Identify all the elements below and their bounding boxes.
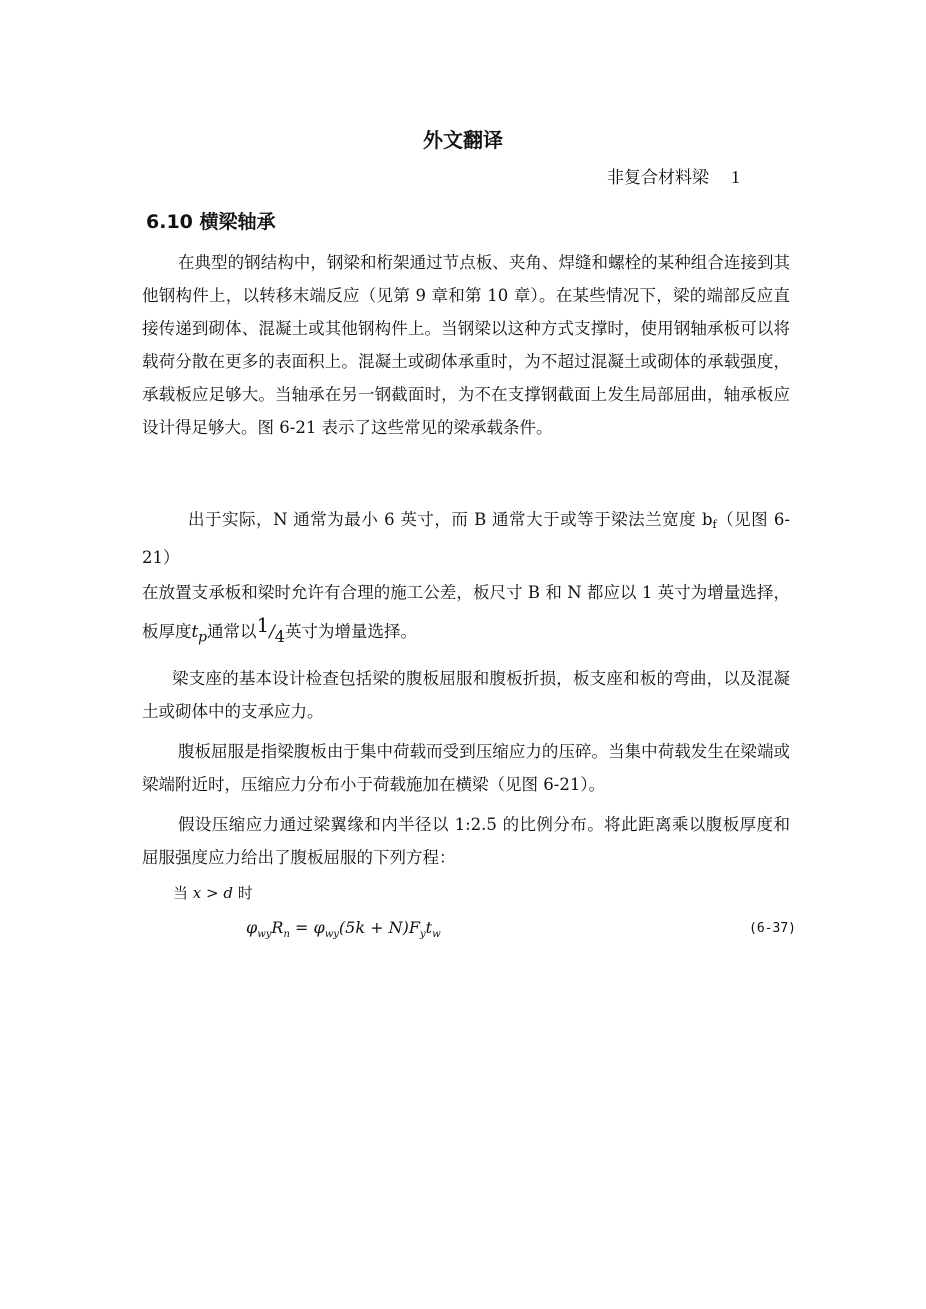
plate-thickness-sub: p [198, 629, 207, 646]
paragraph-1: 在典型的钢结构中，钢梁和桁架通过节点板、夹角、焊缝和螺栓的某种组合连接到其他钢构件上，以转移末端反应（见第 9 章和第 10 章）。在某些情况下，梁的端部反应直接传递到砌体、混凝土或其他钢构件上。当钢梁以这种方式支撑时，使用钢轴承板可以将载荷分散在更多的表面积上。混凝土或砌体承重时，为不超过混凝土或砌体的承载强度，承载板应足够大。当轴承在另一钢截面时，为不在支撑钢截面上发生局部屈曲，轴承板应设计得足够大。图 6-21 表示了这些常见的梁承载条件。 [142, 253, 790, 437]
document-title: 外文翻译 [423, 128, 503, 152]
paragraph-5: 腹板屈服是指梁腹板由于集中荷载而受到压缩应力的压碎。当集中荷载发生在梁端或梁端附近时，压缩应力分布小于荷载施加在横梁（见图 6-21）。 [142, 742, 790, 794]
condition-prefix: 当 [173, 884, 189, 902]
plate-thickness-symbol [191, 622, 207, 646]
equation-6-37: $\varphi_{wy}R_n = \varphi_{wy}(5k + N)F_yt_w$ [246, 918, 441, 941]
plate-thickness-var: t [191, 622, 199, 641]
paragraph-3 [142, 576, 790, 654]
condition-math: x > d [192, 884, 233, 902]
paragraph-3-middle: 通常以 [206, 622, 257, 641]
paragraph-3-text: 在放置支承板和梁时允许有合理的施工公差，板尺寸 B 和 N 都应以 1 英寸为增量选择，板厚度 [142, 583, 790, 641]
paragraph-2 [142, 503, 790, 574]
section-heading: 6.10 横梁轴承 [146, 211, 276, 233]
paragraph-6: 假设压缩应力通过梁翼缘和内半径以 1:2.5 的比例分布。将此距离乘以腹板厚度和屈服强度应力给出了腹板屈服的下列方程： [142, 815, 790, 867]
equation-number: (6-37) [749, 921, 796, 936]
condition-suffix: 时 [237, 884, 253, 902]
paragraph-2-tail: （见图 6-21） [142, 510, 790, 567]
document-subtitle [607, 163, 740, 188]
flange-subscript: f [712, 518, 717, 531]
equation-condition [173, 882, 253, 903]
paragraph-2-text: 出于实际，N 通常为最小 6 英寸，而 B 通常大于或等于梁法兰宽度 b [188, 510, 713, 529]
subtitle-number: 1 [731, 167, 740, 187]
fraction-denominator: 4 [274, 627, 285, 646]
subtitle-text: 非复合材料梁 [607, 168, 709, 188]
paragraph-4: 梁支座的基本设计检查包括梁的腹板屈服和腹板折损，板支座和板的弯曲，以及混凝土或砌体中的支承应力。 [142, 669, 790, 721]
paragraph-3-tail: 英寸为增量选择。 [284, 622, 417, 641]
fraction-one-quarter: 1/4 [256, 613, 285, 646]
fraction-numerator: 1 [256, 613, 270, 637]
